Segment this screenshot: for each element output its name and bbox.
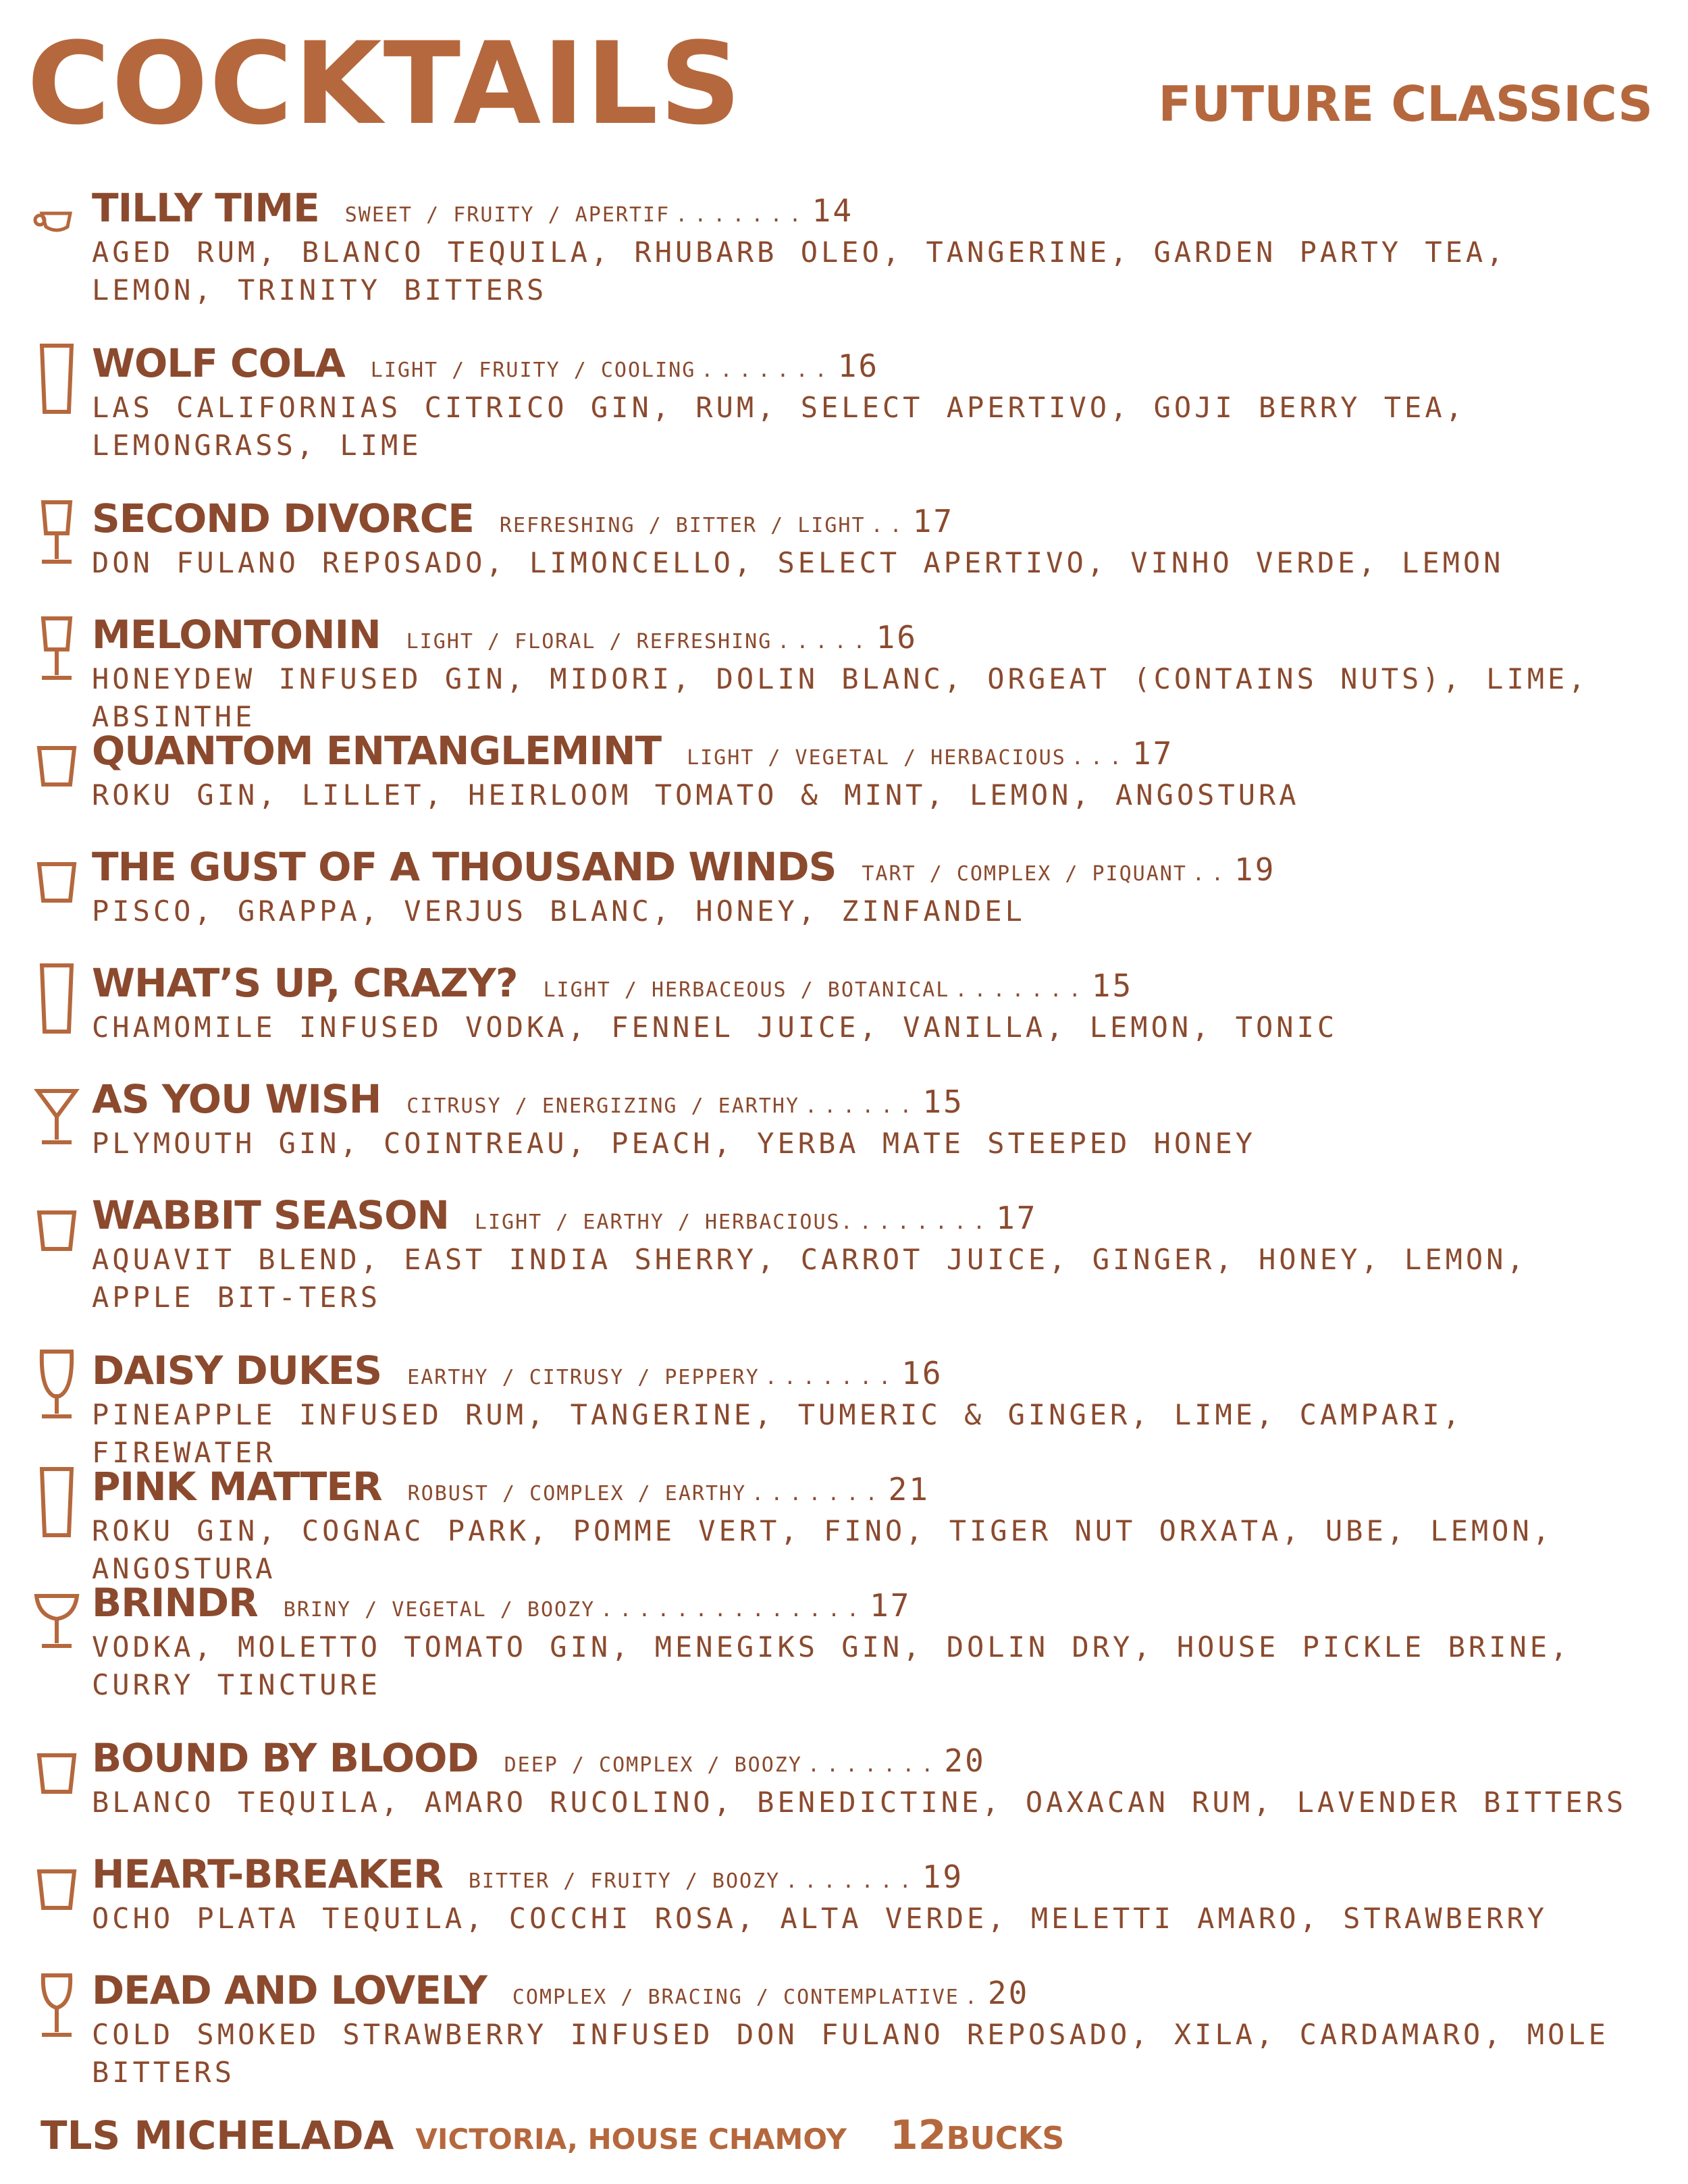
menu-item-header [92, 1073, 964, 1125]
menu-item-ingredients: DON FULANO REPOSADO, LIMONCELLO, SELECT APERTIVO, VINHO VERDE, LEMON [92, 546, 1504, 579]
page-title: COCKTAILS [27, 18, 743, 150]
menu-item-tags: BITTER / FRUITY / BOOZY [468, 1869, 781, 1893]
menu-item-price: 14 [812, 192, 854, 229]
menu-item-tags: COMPLEX / BRACING / CONTEMPLATIVE [512, 1986, 959, 2009]
stemmed-glass-icon [32, 613, 81, 687]
menu-item-name: DEAD AND LOVELY [92, 1967, 487, 2013]
menu-item-price: 16 [901, 1355, 943, 1391]
menu-item-price: 16 [876, 619, 918, 656]
rocks-glass-icon [32, 1853, 81, 1927]
tulip-glass-icon [32, 1349, 81, 1423]
menu-item-ingredients: PISCO, GRAPPA, VERJUS BLANC, HONEY, ZINFANDEL [92, 895, 1026, 928]
teacup-icon [32, 186, 81, 261]
menu-item-header [92, 1461, 930, 1512]
menu-item-dot-leader: ..... [777, 630, 872, 654]
menu-item-price: 19 [1234, 851, 1276, 888]
menu-item-dot-leader: .. [1192, 862, 1231, 886]
rocks-glass-icon [32, 1194, 81, 1268]
menu-item-header [92, 493, 954, 544]
menu-item-dot-leader: .............. [600, 1598, 866, 1622]
menu-item-dot-leader: ....... [785, 1869, 918, 1893]
menu-item-ingredients: CHAMOMILE INFUSED VODKA, FENNEL JUICE, VANILLA, LEMON, TONIC [92, 1011, 1338, 1044]
menu-item-header [92, 182, 853, 234]
menu-item-price: 15 [1091, 967, 1134, 1004]
menu-item-tags: LIGHT / HERBACEOUS / BOTANICAL [543, 978, 950, 1002]
menu-item-ingredients: AGED RUM, BLANCO TEQUILA, RHUBARB OLEO, TANGERINE, GARDEN PARTY TEA, LEMON, TRINITY BITTERS [92, 236, 1507, 307]
menu-item-dot-leader: ....... [807, 1753, 941, 1777]
menu-item-ingredients: PLYMOUTH GIN, COINTREAU, PEACH, YERBA MATE STEEPED HONEY [92, 1127, 1257, 1160]
menu-item-dot-leader: ....... [675, 203, 808, 227]
footer-price-unit: BUCKS [946, 2120, 1065, 2156]
collins-glass-icon [32, 961, 81, 1036]
menu-item-ingredients: ROKU GIN, COGNAC PARK, POMME VERT, FINO, TIGER NUT ORXATA, UBE, LEMON, ANGOSTURA [92, 1514, 1554, 1585]
menu-item-ingredients: BLANCO TEQUILA, AMARO RUCOLINO, BENEDICTINE, OAXACAN RUM, LAVENDER BITTERS [92, 1786, 1627, 1819]
menu-item-name: QUANTOM ENTANGLEMINT [92, 728, 662, 774]
footer-drink-description: VICTORIA, HOUSE CHAMOY [415, 2123, 847, 2156]
menu-item-tags: REFRESHING / BITTER / LIGHT [499, 514, 866, 537]
menu-item-dot-leader: ....... [701, 358, 834, 382]
menu-item-price: 16 [837, 348, 880, 384]
menu-item-tags: TART / COMPLEX / PIQUANT [862, 862, 1187, 886]
menu-item-name: WHAT’S UP, CRAZY? [92, 960, 518, 1006]
menu-item-header [92, 1577, 911, 1628]
section-title: FUTURE CLASSICS [1158, 76, 1653, 132]
wine-glass-icon [32, 1969, 81, 2043]
menu-item-tags: EARTHY / CITRUSY / PEPPERY [407, 1366, 760, 1389]
menu-item-name: AS YOU WISH [92, 1076, 381, 1122]
menu-item-name: WABBIT SEASON [92, 1192, 449, 1238]
collins-glass-icon [32, 1465, 81, 1539]
menu-item-dot-leader: ....... [955, 978, 1088, 1002]
menu-item-price: 20 [987, 1975, 1030, 2011]
menu-item-dot-leader: ... [1071, 746, 1128, 770]
michelada-footer [41, 2112, 1064, 2159]
menu-item-header [92, 338, 879, 389]
menu-item-header [92, 609, 918, 660]
menu-item-ingredients: PINEAPPLE INFUSED RUM, TANGERINE, TUMERIC & GINGER, LIME, CAMPARI, FIREWATER [92, 1398, 1463, 1469]
menu-item-dot-leader: ...... [805, 1094, 919, 1118]
menu-item-name: HEART-BREAKER [92, 1851, 443, 1897]
menu-item-tags: DEEP / COMPLEX / BOOZY [504, 1753, 802, 1777]
menu-item-name: SECOND DIVORCE [92, 496, 474, 541]
menu-item-header [92, 1345, 943, 1396]
menu-item-name: BOUND BY BLOOD [92, 1735, 479, 1781]
menu-item-tags: LIGHT / EARTHY / HERBACIOUS. [474, 1210, 854, 1234]
menu-item-dot-leader: ....... [751, 1482, 885, 1506]
menu-item-name: WOLF COLA [92, 340, 345, 386]
menu-item-name: DAISY DUKES [92, 1348, 382, 1393]
menu-item-price: 19 [922, 1859, 964, 1895]
menu-item-price: 15 [922, 1084, 964, 1120]
menu-item-name: THE GUST OF A THOUSAND WINDS [92, 844, 837, 890]
menu-item-header [92, 1965, 1029, 2016]
menu-item-tags: BRINY / VEGETAL / BOOZY [283, 1598, 596, 1622]
menu-item-ingredients: AQUAVIT BLEND, EAST INDIA SHERRY, CARROT JUICE, GINGER, HONEY, LEMON, APPLE BIT-TERS [92, 1243, 1527, 1314]
menu-item-name: MELONTONIN [92, 612, 381, 658]
menu-item-ingredients: ROKU GIN, LILLET, HEIRLOOM TOMATO & MINT, LEMON, ANGOSTURA [92, 778, 1300, 811]
menu-item-header [92, 725, 1173, 776]
menu-item-dot-leader: . [964, 1986, 984, 2009]
menu-item-header [92, 957, 1133, 1009]
menu-item-price: 20 [944, 1742, 986, 1779]
menu-item-dot-leader: ....... [859, 1210, 993, 1234]
menu-item-price: 21 [888, 1471, 930, 1508]
collins-glass-icon [32, 342, 81, 416]
menu-item-tags: ROBUST / COMPLEX / EARTHY [407, 1482, 747, 1506]
menu-item-ingredients: COLD SMOKED STRAWBERRY INFUSED DON FULANO REPOSADO, XILA, CARDAMARO, MOLE BITTERS [92, 2018, 1609, 2089]
menu-item-tags: LIGHT / FRUITY / COOLING [370, 358, 696, 382]
menu-item-name: TILLY TIME [92, 185, 319, 231]
menu-item-dot-leader: .. [870, 514, 909, 537]
stemmed-glass-icon [32, 497, 81, 571]
menu-item-tags: LIGHT / FLORAL / REFRESHING [406, 630, 772, 654]
menu-item-ingredients: VODKA, MOLETTO TOMATO GIN, MENEGIKS GIN, DOLIN DRY, HOUSE PICKLE BRINE, CURRY TINCTURE [92, 1630, 1571, 1701]
menu-item-header [92, 1848, 964, 1900]
menu-item-name: BRINDR [92, 1580, 258, 1626]
menu-item-header [92, 1732, 986, 1784]
rocks-glass-icon [32, 845, 81, 920]
menu-item-price: 17 [912, 503, 955, 539]
menu-item-ingredients: OCHO PLATA TEQUILA, COCCHI ROSA, ALTA VERDE, MELETTI AMARO, STRAWBERRY [92, 1902, 1548, 1935]
menu-item-tags: SWEET / FRUITY / APERTIF [344, 203, 670, 227]
rocks-glass-icon [32, 1736, 81, 1811]
menu-item-name: PINK MATTER [92, 1464, 382, 1510]
menu-item-tags: LIGHT / VEGETAL / HERBACIOUS [687, 746, 1066, 770]
menu-item-tags: CITRUSY / ENERGIZING / EARTHY [406, 1094, 800, 1118]
footer-drink-name: TLS MICHELADA [41, 2112, 394, 2158]
martini-glass-icon [32, 1077, 81, 1152]
menu-item-price: 17 [870, 1587, 912, 1624]
menu-item-price: 17 [996, 1200, 1038, 1236]
coupe-glass-icon [32, 1581, 81, 1655]
menu-item-price: 17 [1132, 735, 1174, 772]
menu-item-header [92, 841, 1275, 893]
rocks-glass-icon [32, 729, 81, 803]
menu-item-header [92, 1190, 1037, 1241]
footer-price: 12 [889, 2112, 947, 2159]
menu-item-dot-leader: ....... [764, 1366, 898, 1389]
menu-item-ingredients: LAS CALIFORNIAS CITRICO GIN, RUM, SELECT APERTIVO, GOJI BERRY TEA, LEMONGRASS, LIME [92, 391, 1466, 462]
menu-item-ingredients: HONEYDEW INFUSED GIN, MIDORI, DOLIN BLANC, ORGEAT (CONTAINS NUTS), LIME, ABSINTHE [92, 662, 1589, 733]
